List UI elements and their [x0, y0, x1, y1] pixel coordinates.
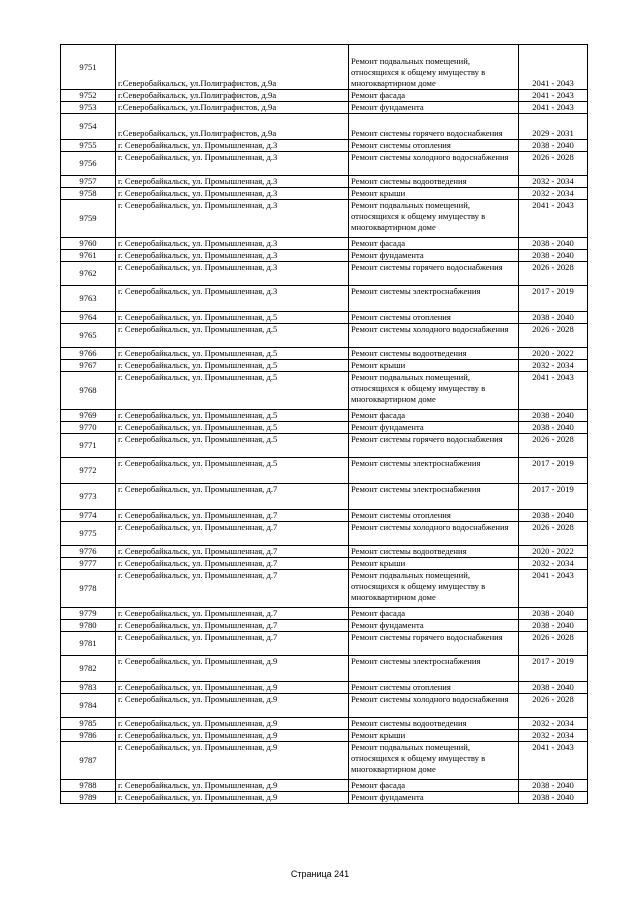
table-row — [61, 238, 588, 250]
table-row — [61, 730, 588, 742]
row-number: 9786 — [61, 730, 116, 742]
row-period: 2026 - 2028 — [519, 694, 588, 718]
row-work-type: Ремонт системы отопления — [349, 510, 519, 522]
row-period: 2041 - 2043 — [519, 570, 588, 608]
table-row — [61, 152, 588, 176]
row-number: 9754 — [61, 114, 116, 140]
row-address: г. Северобайкальск, ул. Промышленная, д.9 — [116, 780, 349, 792]
row-period: 2038 - 2040 — [519, 312, 588, 324]
row-work-type: Ремонт фундамента — [349, 792, 519, 804]
row-work-type: Ремонт крыши — [349, 558, 519, 570]
row-address: г. Северобайкальск, ул. Промышленная, д.3 — [116, 140, 349, 152]
table-row — [61, 434, 588, 458]
row-period: 2038 - 2040 — [519, 780, 588, 792]
table-row — [61, 546, 588, 558]
row-period: 2041 - 2043 — [519, 372, 588, 410]
row-address: г. Северобайкальск, ул. Промышленная, д.9 — [116, 656, 349, 682]
row-period: 2032 - 2034 — [519, 730, 588, 742]
row-work-type: Ремонт системы электроснабжения — [349, 286, 519, 312]
table-row — [61, 348, 588, 360]
table-row — [61, 102, 588, 114]
row-address: г. Северобайкальск, ул. Промышленная, д.5 — [116, 422, 349, 434]
row-address: г. Северобайкальск, ул. Промышленная, д.7 — [116, 522, 349, 546]
row-work-type: Ремонт системы электроснабжения — [349, 458, 519, 484]
page-number: Страница 241 — [290, 869, 350, 879]
row-work-type: Ремонт системы отопления — [349, 312, 519, 324]
row-period: 2038 - 2040 — [519, 410, 588, 422]
row-address: г. Северобайкальск, ул. Промышленная, д.7 — [116, 570, 349, 608]
row-number: 9770 — [61, 422, 116, 434]
row-work-type: Ремонт системы холодного водоснабжения — [349, 324, 519, 348]
table-row — [61, 510, 588, 522]
table-row — [61, 694, 588, 718]
row-address: г.Северобайкальск, ул.Полиграфистов, д.9а — [116, 90, 349, 102]
row-work-type: Ремонт системы водоотведения — [349, 546, 519, 558]
row-address: г. Северобайкальск, ул. Промышленная, д.9 — [116, 718, 349, 730]
table-body — [61, 45, 588, 804]
row-period: 2017 - 2019 — [519, 458, 588, 484]
table-row — [61, 360, 588, 372]
row-work-type: Ремонт подвальных помещений, относящихся к общему имуществу в многоквартирном доме — [349, 45, 519, 90]
row-period: 2026 - 2028 — [519, 434, 588, 458]
row-number: 9788 — [61, 780, 116, 792]
row-work-type: Ремонт подвальных помещений, относящихся к общему имуществу в многоквартирном доме — [349, 200, 519, 238]
row-address: г. Северобайкальск, ул. Промышленная, д.7 — [116, 546, 349, 558]
row-number: 9767 — [61, 360, 116, 372]
table-row — [61, 570, 588, 608]
row-period: 2026 - 2028 — [519, 262, 588, 286]
row-address: г. Северобайкальск, ул. Промышленная, д.5 — [116, 410, 349, 422]
table-row — [61, 188, 588, 200]
table-row — [61, 718, 588, 730]
row-period: 2038 - 2040 — [519, 682, 588, 694]
row-number: 9763 — [61, 286, 116, 312]
row-work-type: Ремонт системы горячего водоснабжения — [349, 632, 519, 656]
table-row — [61, 608, 588, 620]
row-work-type: Ремонт системы электроснабжения — [349, 484, 519, 510]
table-row — [61, 458, 588, 484]
row-period: 2038 - 2040 — [519, 238, 588, 250]
row-work-type: Ремонт системы отопления — [349, 682, 519, 694]
row-work-type: Ремонт крыши — [349, 360, 519, 372]
row-period: 2032 - 2034 — [519, 718, 588, 730]
row-number: 9789 — [61, 792, 116, 804]
table-row — [61, 372, 588, 410]
row-number: 9771 — [61, 434, 116, 458]
row-address: г. Северобайкальск, ул. Промышленная, д.3 — [116, 152, 349, 176]
row-period: 2041 - 2043 — [519, 742, 588, 780]
row-work-type: Ремонт системы горячего водоснабжения — [349, 434, 519, 458]
row-number: 9778 — [61, 570, 116, 608]
row-number: 9758 — [61, 188, 116, 200]
row-period: 2038 - 2040 — [519, 510, 588, 522]
row-number: 9776 — [61, 546, 116, 558]
row-address: г. Северобайкальск, ул. Промышленная, д.9 — [116, 694, 349, 718]
row-work-type: Ремонт фундамента — [349, 422, 519, 434]
row-number: 9784 — [61, 694, 116, 718]
table-row — [61, 45, 588, 90]
table-row — [61, 176, 588, 188]
row-address: г. Северобайкальск, ул. Промышленная, д.9 — [116, 742, 349, 780]
row-number: 9768 — [61, 372, 116, 410]
row-address: г. Северобайкальск, ул. Промышленная, д.5 — [116, 348, 349, 360]
table-row — [61, 632, 588, 656]
row-period: 2041 - 2043 — [519, 90, 588, 102]
row-number: 9753 — [61, 102, 116, 114]
table-row — [61, 656, 588, 682]
row-number: 9782 — [61, 656, 116, 682]
row-address: г. Северобайкальск, ул. Промышленная, д.7 — [116, 484, 349, 510]
row-address: г. Северобайкальск, ул. Промышленная, д.3 — [116, 188, 349, 200]
table-row — [61, 484, 588, 510]
row-period: 2020 - 2022 — [519, 546, 588, 558]
row-period: 2029 - 2031 — [519, 114, 588, 140]
row-address: г. Северобайкальск, ул. Промышленная, д.5 — [116, 458, 349, 484]
row-number: 9761 — [61, 250, 116, 262]
row-number: 9772 — [61, 458, 116, 484]
table-row — [61, 90, 588, 102]
row-work-type: Ремонт системы горячего водоснабжения — [349, 114, 519, 140]
row-work-type: Ремонт крыши — [349, 188, 519, 200]
row-period: 2020 - 2022 — [519, 348, 588, 360]
row-number: 9757 — [61, 176, 116, 188]
row-number: 9780 — [61, 620, 116, 632]
table-row — [61, 780, 588, 792]
row-address: г. Северобайкальск, ул. Промышленная, д.5 — [116, 324, 349, 348]
row-work-type: Ремонт системы водоотведения — [349, 176, 519, 188]
table-row — [61, 250, 588, 262]
row-period: 2038 - 2040 — [519, 608, 588, 620]
row-address: г. Северобайкальск, ул. Промышленная, д.7 — [116, 558, 349, 570]
row-work-type: Ремонт крыши — [349, 730, 519, 742]
table-row — [61, 792, 588, 804]
row-period: 2041 - 2043 — [519, 102, 588, 114]
table-row — [61, 558, 588, 570]
row-work-type: Ремонт подвальных помещений, относящихся к общему имуществу в многоквартирном доме — [349, 742, 519, 780]
table-row — [61, 620, 588, 632]
row-address: г. Северобайкальск, ул. Промышленная, д.7 — [116, 620, 349, 632]
row-address: г.Северобайкальск, ул.Полиграфистов, д.9а — [116, 45, 349, 90]
row-period: 2026 - 2028 — [519, 632, 588, 656]
row-number: 9779 — [61, 608, 116, 620]
row-work-type: Ремонт подвальных помещений, относящихся к общему имуществу в многоквартирном доме — [349, 372, 519, 410]
row-address: г.Северобайкальск, ул.Полиграфистов, д.9а — [116, 114, 349, 140]
row-number: 9751 — [61, 45, 116, 90]
row-work-type: Ремонт системы водоотведения — [349, 718, 519, 730]
table-row — [61, 312, 588, 324]
table-row — [61, 140, 588, 152]
table-row — [61, 742, 588, 780]
row-work-type: Ремонт системы отопления — [349, 140, 519, 152]
row-address: г. Северобайкальск, ул. Промышленная, д.3 — [116, 176, 349, 188]
row-number: 9787 — [61, 742, 116, 780]
row-work-type: Ремонт фасада — [349, 238, 519, 250]
row-work-type: Ремонт фасада — [349, 410, 519, 422]
row-address: г. Северобайкальск, ул. Промышленная, д.3 — [116, 250, 349, 262]
row-number: 9774 — [61, 510, 116, 522]
row-address: г. Северобайкальск, ул. Промышленная, д.7 — [116, 608, 349, 620]
row-address: г. Северобайкальск, ул. Промышленная, д.3 — [116, 286, 349, 312]
table-row — [61, 114, 588, 140]
table-row — [61, 262, 588, 286]
repair-schedule-table — [60, 44, 588, 804]
row-address: г. Северобайкальск, ул. Промышленная, д.3 — [116, 200, 349, 238]
row-address: г. Северобайкальск, ул. Промышленная, д.7 — [116, 510, 349, 522]
row-work-type: Ремонт подвальных помещений, относящихся к общему имуществу в многоквартирном доме — [349, 570, 519, 608]
row-number: 9755 — [61, 140, 116, 152]
row-period: 2032 - 2034 — [519, 360, 588, 372]
row-address: г. Северобайкальск, ул. Промышленная, д.7 — [116, 632, 349, 656]
row-period: 2017 - 2019 — [519, 656, 588, 682]
row-address: г. Северобайкальск, ул. Промышленная, д.5 — [116, 434, 349, 458]
row-period: 2038 - 2040 — [519, 250, 588, 262]
row-work-type: Ремонт фундамента — [349, 102, 519, 114]
row-period: 2017 - 2019 — [519, 286, 588, 312]
row-address: г. Северобайкальск, ул. Промышленная, д.3 — [116, 238, 349, 250]
row-number: 9765 — [61, 324, 116, 348]
table-row — [61, 522, 588, 546]
row-number: 9783 — [61, 682, 116, 694]
row-work-type: Ремонт фундамента — [349, 620, 519, 632]
row-period: 2026 - 2028 — [519, 522, 588, 546]
row-address: г. Северобайкальск, ул. Промышленная, д.5 — [116, 360, 349, 372]
row-work-type: Ремонт фасада — [349, 608, 519, 620]
row-number: 9766 — [61, 348, 116, 360]
row-work-type: Ремонт системы горячего водоснабжения — [349, 262, 519, 286]
row-number: 9777 — [61, 558, 116, 570]
row-period: 2032 - 2034 — [519, 188, 588, 200]
row-period: 2038 - 2040 — [519, 140, 588, 152]
row-number: 9764 — [61, 312, 116, 324]
row-number: 9760 — [61, 238, 116, 250]
row-period: 2038 - 2040 — [519, 792, 588, 804]
row-work-type: Ремонт фасада — [349, 780, 519, 792]
row-address: г. Северобайкальск, ул. Промышленная, д.5 — [116, 372, 349, 410]
row-period: 2041 - 2043 — [519, 45, 588, 90]
row-number: 9781 — [61, 632, 116, 656]
table-row — [61, 286, 588, 312]
row-work-type: Ремонт системы холодного водоснабжения — [349, 152, 519, 176]
row-number: 9785 — [61, 718, 116, 730]
row-address: г. Северобайкальск, ул. Промышленная, д.5 — [116, 312, 349, 324]
row-period: 2032 - 2034 — [519, 176, 588, 188]
row-work-type: Ремонт фундамента — [349, 250, 519, 262]
row-address: г.Северобайкальск, ул.Полиграфистов, д.9а — [116, 102, 349, 114]
row-period: 2038 - 2040 — [519, 422, 588, 434]
row-work-type: Ремонт фасада — [349, 90, 519, 102]
row-period: 2032 - 2034 — [519, 558, 588, 570]
row-number: 9769 — [61, 410, 116, 422]
row-address: г. Северобайкальск, ул. Промышленная, д.9 — [116, 682, 349, 694]
row-address: г. Северобайкальск, ул. Промышленная, д.9 — [116, 792, 349, 804]
row-number: 9762 — [61, 262, 116, 286]
table-row — [61, 410, 588, 422]
table-row — [61, 324, 588, 348]
row-period: 2038 - 2040 — [519, 620, 588, 632]
row-address: г. Северобайкальск, ул. Промышленная, д.9 — [116, 730, 349, 742]
table-row — [61, 682, 588, 694]
row-number: 9759 — [61, 200, 116, 238]
row-number: 9773 — [61, 484, 116, 510]
row-work-type: Ремонт системы водоотведения — [349, 348, 519, 360]
row-number: 9756 — [61, 152, 116, 176]
row-work-type: Ремонт системы холодного водоснабжения — [349, 694, 519, 718]
row-work-type: Ремонт системы электроснабжения — [349, 656, 519, 682]
row-number: 9752 — [61, 90, 116, 102]
row-period: 2041 - 2043 — [519, 200, 588, 238]
row-address: г. Северобайкальск, ул. Промышленная, д.3 — [116, 262, 349, 286]
row-work-type: Ремонт системы холодного водоснабжения — [349, 522, 519, 546]
row-period: 2026 - 2028 — [519, 152, 588, 176]
row-number: 9775 — [61, 522, 116, 546]
row-period: 2026 - 2028 — [519, 324, 588, 348]
table-row — [61, 422, 588, 434]
table-row — [61, 200, 588, 238]
row-period: 2017 - 2019 — [519, 484, 588, 510]
